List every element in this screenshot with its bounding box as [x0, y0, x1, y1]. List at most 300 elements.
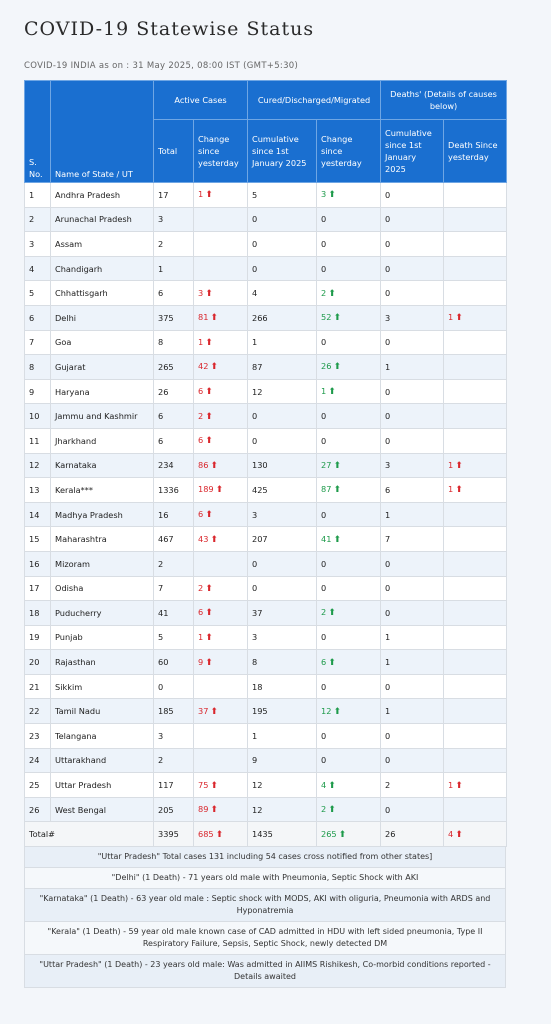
- cell-deaths-change: [444, 256, 507, 281]
- cell-deaths-cumulative-value: 1: [385, 361, 391, 372]
- arrow-up-icon: ⬆: [333, 362, 341, 373]
- cell-sno-value: 7: [29, 337, 35, 348]
- arrow-up-icon: ⬆: [210, 805, 218, 816]
- cell-cured-change-value: 0: [321, 755, 327, 766]
- cell-sno: [25, 773, 51, 798]
- cell-state-name-value: Madhya Pradesh: [55, 509, 123, 520]
- cell-cured-change: [317, 305, 381, 330]
- cell-active-total: [154, 355, 194, 380]
- cell-total-deaths-change-value: 4: [448, 828, 454, 839]
- cell-total-cured: [248, 822, 317, 847]
- cell-active-total-value: 6: [158, 411, 164, 422]
- cell-cured-change: [317, 428, 381, 453]
- cell-deaths-cumulative: [381, 453, 444, 478]
- cell-deaths-cumulative-value: 3: [385, 460, 391, 471]
- cell-cured-cumulative: [248, 724, 317, 749]
- cell-cured-change: [317, 674, 381, 699]
- page-subtitle: COVID-19 INDIA as on : 31 May 2025, 08:00 IST (GMT+5:30): [24, 61, 299, 71]
- cell-deaths-cumulative-value: 1: [385, 706, 391, 717]
- note-item: "Kerala" (1 Death) - 59 year old male known case of CAD admitted in HDU with left sided pneumonia, Type II Respiratory Failure, Sepsis, Septic Shock, newly detected DM: [24, 922, 506, 955]
- cell-deaths-cumulative-value: 0: [385, 411, 391, 422]
- cell-active-change-value: 42: [198, 361, 209, 372]
- cell-active-change: [194, 773, 248, 798]
- cell-sno: [25, 551, 51, 576]
- cell-deaths-cumulative-value: 6: [385, 484, 391, 495]
- cell-cured-cumulative-value: 195: [252, 706, 268, 717]
- header-cured: Cured/Discharged/Migrated: [248, 81, 381, 120]
- cell-active-change-value: 81: [198, 312, 209, 323]
- cell-cured-cumulative-value: 0: [252, 238, 258, 249]
- cell-sno-value: 20: [29, 657, 40, 668]
- cell-state-name-value: Chhattisgarh: [55, 288, 108, 299]
- cell-sno-value: 10: [29, 411, 40, 422]
- arrow-up-icon: ⬆: [333, 706, 341, 717]
- cell-active-change: [194, 625, 248, 650]
- table-row: [25, 330, 507, 355]
- cell-active-total-value: 375: [158, 312, 174, 323]
- cell-sno-value: 9: [29, 386, 35, 397]
- cell-deaths-cumulative: [381, 724, 444, 749]
- cell-deaths-change: [444, 428, 507, 453]
- cell-deaths-change-value: 1: [448, 484, 454, 495]
- cell-state-name: [51, 379, 154, 404]
- cell-cured-cumulative: [248, 281, 317, 306]
- cell-sno: [25, 797, 51, 822]
- arrow-up-icon: ⬆: [210, 460, 218, 471]
- cell-state-name: [51, 748, 154, 773]
- arrow-up-icon: ⬆: [455, 829, 463, 840]
- arrow-up-icon: ⬆: [215, 829, 224, 840]
- cell-cured-change-value: 4: [321, 779, 327, 790]
- cell-deaths-change: [444, 379, 507, 404]
- cell-cured-cumulative: [248, 453, 317, 478]
- cell-active-total: [154, 551, 194, 576]
- cell-deaths-change: [444, 281, 507, 306]
- cell-active-change-value: 6: [198, 435, 204, 446]
- cell-cured-cumulative-value: 0: [252, 583, 258, 594]
- cell-active-total: [154, 453, 194, 478]
- arrow-up-icon: ⬆: [205, 288, 213, 299]
- arrow-up-icon: ⬆: [205, 583, 213, 594]
- cell-state-name-value: West Bengal: [55, 804, 107, 815]
- table-row: [25, 748, 507, 773]
- cell-cured-cumulative-value: 1: [252, 730, 258, 741]
- cell-cured-change-value: 2: [321, 607, 327, 618]
- cell-active-total: [154, 650, 194, 675]
- table-row: [25, 256, 507, 281]
- header-active-total: Total: [154, 120, 194, 183]
- cell-active-total-value: 3: [158, 730, 164, 741]
- cell-state-name: [51, 256, 154, 281]
- cell-total-active-value: 3395: [158, 829, 179, 840]
- cell-active-change: [194, 797, 248, 822]
- cell-deaths-change: [444, 773, 507, 798]
- cell-cured-cumulative-value: 1: [252, 337, 258, 348]
- cell-deaths-change: [444, 404, 507, 429]
- cell-total-label-value: Total#: [29, 829, 55, 840]
- cell-cured-cumulative-value: 9: [252, 755, 258, 766]
- cell-sno-value: 14: [29, 509, 40, 520]
- cell-sno: [25, 183, 51, 208]
- cell-active-total: [154, 330, 194, 355]
- cell-state-name-value: Tamil Nadu: [55, 706, 101, 717]
- arrow-up-icon: ⬆: [455, 313, 463, 324]
- cell-total-deaths: [381, 822, 444, 847]
- cell-sno-value: 22: [29, 706, 40, 717]
- cell-cured-change-value: 0: [321, 509, 327, 520]
- cell-active-change: [194, 232, 248, 257]
- cell-deaths-change: [444, 674, 507, 699]
- cell-cured-cumulative: [248, 699, 317, 724]
- cell-deaths-change: [444, 797, 507, 822]
- cell-active-change: [194, 748, 248, 773]
- cell-sno: [25, 576, 51, 601]
- cell-cured-change-value: 1: [321, 386, 327, 397]
- cell-active-total-value: 1: [158, 263, 164, 274]
- cell-deaths-cumulative: [381, 305, 444, 330]
- cell-active-total: [154, 404, 194, 429]
- cell-deaths-cumulative-value: 0: [385, 583, 391, 594]
- cell-total-deaths-change: [444, 822, 507, 847]
- cell-deaths-change: [444, 551, 507, 576]
- cell-cured-change: [317, 404, 381, 429]
- cell-sno-value: 26: [29, 804, 40, 815]
- cell-cured-change: [317, 478, 381, 503]
- cell-deaths-cumulative: [381, 207, 444, 232]
- cell-cured-change-value: 0: [321, 214, 327, 225]
- cell-active-total-value: 117: [158, 780, 174, 791]
- cell-deaths-cumulative: [381, 404, 444, 429]
- cell-sno: [25, 207, 51, 232]
- table-row: [25, 281, 507, 306]
- cell-active-change: [194, 404, 248, 429]
- cell-active-total: [154, 699, 194, 724]
- arrow-up-icon: ⬆: [333, 534, 341, 545]
- arrow-up-icon: ⬆: [205, 436, 213, 447]
- cell-sno: [25, 650, 51, 675]
- cell-active-total-value: 17: [158, 189, 169, 200]
- cell-state-name-value: Chandigarh: [55, 263, 103, 274]
- cell-cured-change-value: 12: [321, 705, 332, 716]
- table-row: [25, 232, 507, 257]
- cell-active-total: [154, 183, 194, 208]
- cell-active-change-value: 6: [198, 386, 204, 397]
- cell-total-cured-value: 1435: [252, 829, 273, 840]
- cell-sno-value: 16: [29, 558, 40, 569]
- header-sno: S. No.: [25, 81, 51, 183]
- cell-cured-change: [317, 355, 381, 380]
- cell-active-total: [154, 256, 194, 281]
- cell-deaths-cumulative-value: 0: [385, 804, 391, 815]
- table-row: [25, 502, 507, 527]
- cell-cured-change-value: 6: [321, 656, 327, 667]
- cell-cured-cumulative: [248, 674, 317, 699]
- cell-cured-cumulative-value: 3: [252, 632, 258, 643]
- cell-active-change: [194, 601, 248, 626]
- cell-deaths-change: [444, 232, 507, 257]
- cell-deaths-change-value: 1: [448, 779, 454, 790]
- cell-cured-cumulative-value: 0: [252, 558, 258, 569]
- note-item: "Delhi" (1 Death) - 71 years old male with Pneumonia, Septic Shock with AKI: [24, 868, 506, 889]
- cell-sno: [25, 478, 51, 503]
- cell-state-name: [51, 232, 154, 257]
- cell-cured-cumulative: [248, 379, 317, 404]
- table-row: [25, 355, 507, 380]
- cell-active-change: [194, 428, 248, 453]
- cell-state-name: [51, 428, 154, 453]
- header-deaths: Deaths' (Details of causes below): [381, 81, 507, 120]
- cell-state-name-value: Mizoram: [55, 558, 91, 569]
- arrow-up-icon: ⬆: [328, 608, 336, 619]
- cell-deaths-cumulative-value: 2: [385, 780, 391, 791]
- cell-deaths-cumulative: [381, 650, 444, 675]
- cell-sno: [25, 256, 51, 281]
- cell-state-name-value: Uttarakhand: [55, 755, 107, 766]
- cell-cured-cumulative: [248, 797, 317, 822]
- cell-cured-cumulative: [248, 551, 317, 576]
- cell-active-total: [154, 724, 194, 749]
- cell-active-change: [194, 305, 248, 330]
- cell-total-label: [25, 822, 154, 847]
- cell-deaths-cumulative: [381, 183, 444, 208]
- cell-cured-change-value: 26: [321, 361, 332, 372]
- cell-deaths-cumulative-value: 1: [385, 509, 391, 520]
- cell-active-total: [154, 478, 194, 503]
- cell-deaths-change: [444, 699, 507, 724]
- cell-cured-change-value: 52: [321, 312, 332, 323]
- arrow-up-icon: ⬆: [333, 460, 341, 471]
- cell-state-name: [51, 773, 154, 798]
- cell-cured-cumulative: [248, 428, 317, 453]
- cell-active-total-value: 2: [158, 558, 164, 569]
- cell-active-change-value: 1: [198, 336, 204, 347]
- cell-state-name: [51, 305, 154, 330]
- cell-cured-change: [317, 330, 381, 355]
- cell-state-name-value: Kerala***: [55, 484, 93, 495]
- cell-cured-cumulative-value: 12: [252, 780, 263, 791]
- cell-deaths-change: [444, 330, 507, 355]
- cell-cured-change-value: 0: [321, 337, 327, 348]
- table-row: [25, 527, 507, 552]
- table-row: [25, 601, 507, 626]
- cell-deaths-cumulative-value: 0: [385, 755, 391, 766]
- notes-section: [24, 847, 506, 988]
- cell-active-total-value: 2: [158, 238, 164, 249]
- cell-state-name-value: Goa: [55, 337, 72, 348]
- header-active-cases: Active Cases: [154, 81, 248, 120]
- statewise-table-container: [24, 80, 506, 988]
- cell-cured-cumulative-value: 12: [252, 804, 263, 815]
- cell-cured-change: [317, 256, 381, 281]
- table-row: [25, 699, 507, 724]
- arrow-up-icon: ⬆: [333, 313, 341, 324]
- cell-state-name-value: Rajasthan: [55, 657, 96, 668]
- cell-deaths-change: [444, 183, 507, 208]
- cell-cured-cumulative: [248, 478, 317, 503]
- cell-state-name-value: Punjab: [55, 632, 83, 643]
- arrow-up-icon: ⬆: [210, 362, 218, 373]
- cell-active-change-value: 1: [198, 631, 204, 642]
- cell-active-change: [194, 527, 248, 552]
- cell-deaths-cumulative: [381, 379, 444, 404]
- cell-sno-value: 4: [29, 263, 35, 274]
- cell-active-change: [194, 724, 248, 749]
- cell-cured-cumulative-value: 3: [252, 509, 258, 520]
- cell-sno: [25, 699, 51, 724]
- cell-sno: [25, 232, 51, 257]
- cell-deaths-cumulative-value: 0: [385, 386, 391, 397]
- cell-cured-change-value: 0: [321, 238, 327, 249]
- cell-sno: [25, 748, 51, 773]
- cell-sno: [25, 379, 51, 404]
- cell-active-change: [194, 453, 248, 478]
- cell-cured-change: [317, 625, 381, 650]
- cell-cured-change: [317, 699, 381, 724]
- cell-sno: [25, 355, 51, 380]
- cell-active-total-value: 265: [158, 361, 174, 372]
- cell-deaths-change: [444, 625, 507, 650]
- table-body: [25, 183, 507, 847]
- header-deaths-cumulative: Cumulative since 1st January 2025: [381, 120, 444, 183]
- cell-cured-change-value: 41: [321, 533, 332, 544]
- cell-active-change: [194, 207, 248, 232]
- cell-deaths-cumulative: [381, 601, 444, 626]
- cell-cured-change: [317, 183, 381, 208]
- cell-active-change: [194, 256, 248, 281]
- cell-cured-cumulative: [248, 183, 317, 208]
- cell-active-change-value: 2: [198, 582, 204, 593]
- cell-active-total-value: 26: [158, 386, 169, 397]
- cell-cured-change-value: 0: [321, 730, 327, 741]
- cell-sno: [25, 502, 51, 527]
- cell-cured-change: [317, 601, 381, 626]
- cell-cured-cumulative-value: 18: [252, 681, 263, 692]
- cell-state-name: [51, 724, 154, 749]
- cell-cured-change: [317, 551, 381, 576]
- cell-cured-change-value: 0: [321, 558, 327, 569]
- cell-cured-cumulative: [248, 773, 317, 798]
- cell-sno: [25, 527, 51, 552]
- cell-active-total: [154, 527, 194, 552]
- cell-cured-cumulative-value: 8: [252, 657, 258, 668]
- cell-active-change-value: 1: [198, 189, 204, 200]
- cell-active-total-value: 467: [158, 534, 174, 545]
- cell-deaths-cumulative: [381, 551, 444, 576]
- table-row: [25, 305, 507, 330]
- arrow-up-icon: ⬆: [328, 190, 336, 201]
- cell-cured-change-value: 0: [321, 411, 327, 422]
- table-row: [25, 576, 507, 601]
- cell-deaths-change: [444, 527, 507, 552]
- arrow-up-icon: ⬆: [455, 460, 463, 471]
- cell-state-name-value: Gujarat: [55, 361, 86, 372]
- cell-sno-value: 17: [29, 583, 40, 594]
- arrow-up-icon: ⬆: [210, 534, 218, 545]
- cell-cured-change: [317, 576, 381, 601]
- cell-deaths-cumulative-value: 1: [385, 657, 391, 668]
- cell-active-total: [154, 502, 194, 527]
- arrow-up-icon: ⬆: [205, 632, 213, 643]
- cell-deaths-change: [444, 453, 507, 478]
- cell-deaths-change-value: 1: [448, 459, 454, 470]
- arrow-up-icon: ⬆: [328, 805, 336, 816]
- cell-active-change: [194, 576, 248, 601]
- cell-state-name: [51, 453, 154, 478]
- cell-state-name: [51, 281, 154, 306]
- cell-active-change-value: 2: [198, 410, 204, 421]
- cell-total-cured-change: [317, 822, 381, 847]
- cell-cured-cumulative-value: 207: [252, 534, 268, 545]
- cell-active-change-value: 86: [198, 459, 209, 470]
- cell-active-total: [154, 305, 194, 330]
- arrow-up-icon: ⬆: [215, 485, 224, 496]
- cell-active-total: [154, 674, 194, 699]
- table-row: [25, 453, 507, 478]
- cell-state-name: [51, 183, 154, 208]
- statewise-table: [24, 80, 507, 847]
- cell-deaths-change: [444, 576, 507, 601]
- cell-state-name-value: Arunachal Pradesh: [55, 214, 132, 225]
- cell-state-name: [51, 527, 154, 552]
- cell-total-active: [154, 822, 194, 847]
- cell-active-change: [194, 281, 248, 306]
- cell-deaths-cumulative: [381, 797, 444, 822]
- cell-deaths-cumulative-value: 0: [385, 288, 391, 299]
- table-row: [25, 183, 507, 208]
- cell-deaths-cumulative: [381, 428, 444, 453]
- cell-cured-change-value: 2: [321, 804, 327, 815]
- cell-deaths-cumulative-value: 0: [385, 558, 391, 569]
- cell-cured-change-value: 2: [321, 287, 327, 298]
- cell-state-name: [51, 797, 154, 822]
- arrow-up-icon: ⬆: [328, 657, 336, 668]
- cell-active-total-value: 6: [158, 435, 164, 446]
- cell-sno: [25, 305, 51, 330]
- cell-state-name: [51, 551, 154, 576]
- cell-cured-change-value: 0: [321, 263, 327, 274]
- cell-cured-change: [317, 724, 381, 749]
- table-row: [25, 404, 507, 429]
- cell-sno: [25, 404, 51, 429]
- cell-sno-value: 1: [29, 189, 35, 200]
- cell-cured-cumulative: [248, 502, 317, 527]
- cell-state-name: [51, 207, 154, 232]
- cell-cured-cumulative-value: 4: [252, 288, 258, 299]
- arrow-up-icon: ⬆: [333, 485, 341, 496]
- cell-cured-cumulative-value: 0: [252, 435, 258, 446]
- cell-state-name-value: Uttar Pradesh: [55, 780, 112, 791]
- cell-state-name: [51, 699, 154, 724]
- cell-cured-cumulative-value: 87: [252, 361, 263, 372]
- cell-deaths-cumulative-value: 1: [385, 632, 391, 643]
- cell-sno-value: 24: [29, 755, 40, 766]
- cell-state-name-value: Puducherry: [55, 607, 102, 618]
- cell-cured-change: [317, 379, 381, 404]
- cell-state-name: [51, 601, 154, 626]
- cell-sno: [25, 674, 51, 699]
- table-row: [25, 650, 507, 675]
- header-cured-change: Change since yesterday: [317, 120, 381, 183]
- cell-active-total-value: 185: [158, 706, 174, 717]
- cell-active-change: [194, 551, 248, 576]
- table-row: [25, 428, 507, 453]
- cell-cured-cumulative: [248, 748, 317, 773]
- header-active-change: Change since yesterday: [194, 120, 248, 183]
- cell-active-change-value: 37: [198, 705, 209, 716]
- cell-deaths-cumulative: [381, 281, 444, 306]
- cell-sno: [25, 625, 51, 650]
- cell-active-total-value: 8: [158, 337, 164, 348]
